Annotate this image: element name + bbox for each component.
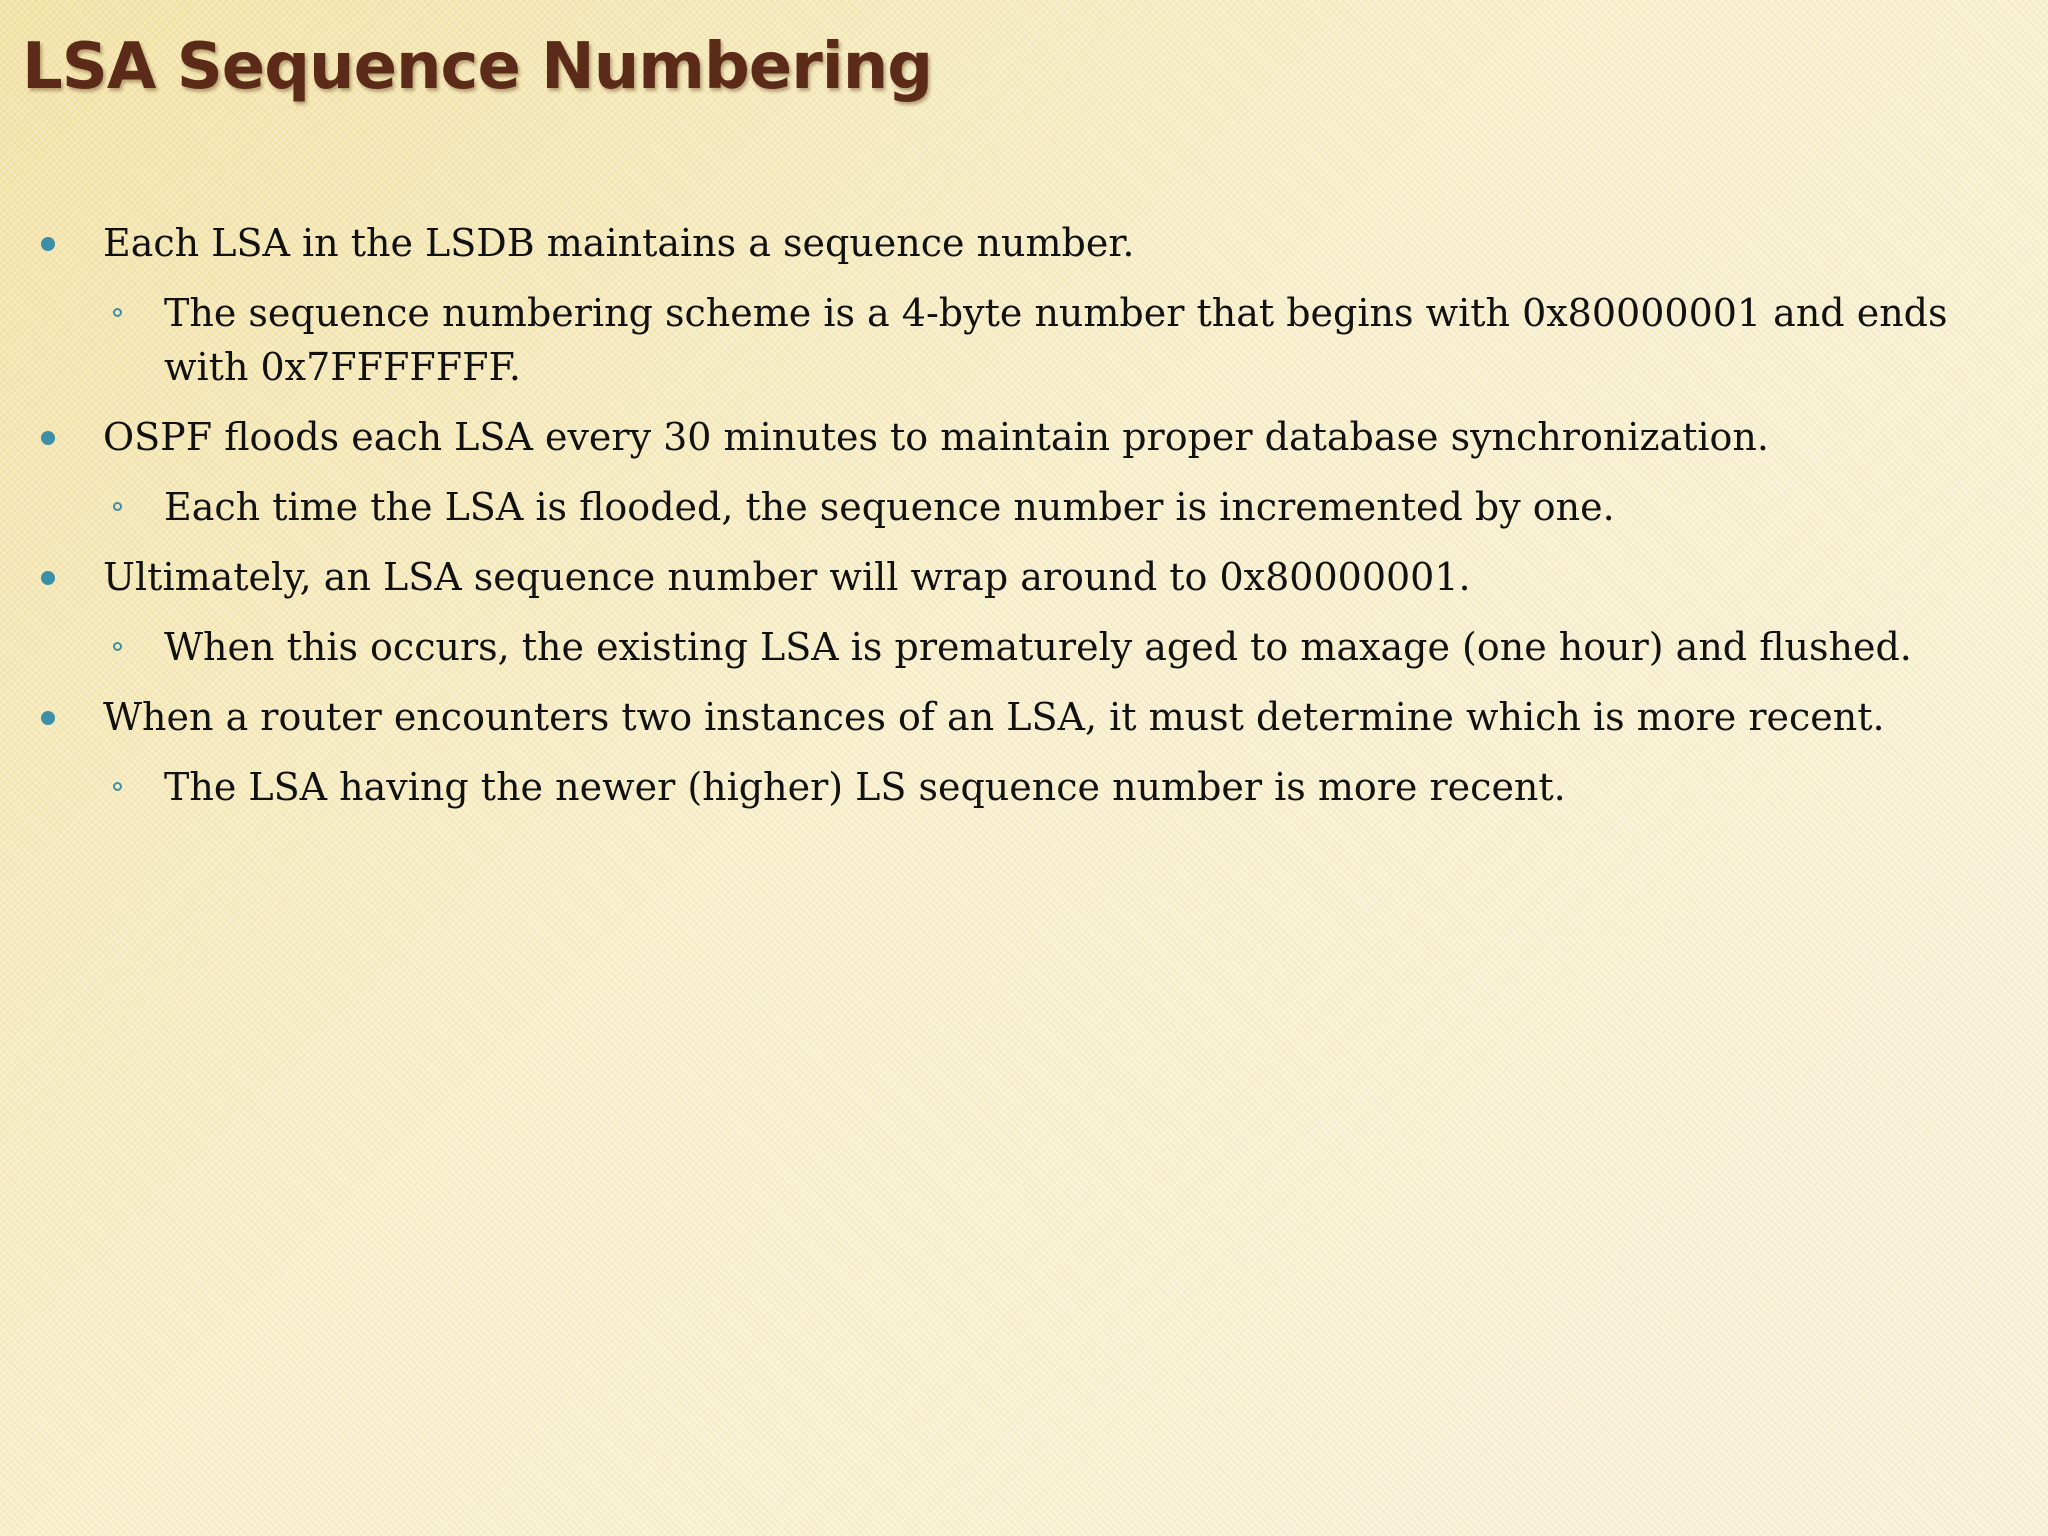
sub-bullet-item-3 <box>164 620 2004 674</box>
bullet-text: Each LSA in the LSDB maintains a sequence number. <box>103 221 1135 265</box>
sub-bullet-item-4 <box>164 760 2004 814</box>
hollow-circle-bullet-icon <box>113 642 122 651</box>
hollow-circle-bullet-icon <box>113 782 122 791</box>
slide-title: LSA Sequence Numbering <box>22 30 933 104</box>
sub-bullet-item-1 <box>164 286 2004 394</box>
sub-bullet-text: When this occurs, the existing LSA is prematurely aged to maxage (one hour) and flushed. <box>164 625 1912 669</box>
bullet-text: When a router encounters two instances of an LSA, it must determine which is more recent. <box>103 695 1885 739</box>
sub-bullet-text: The LSA having the newer (higher) LS sequence number is more recent. <box>164 765 1566 809</box>
bullet-item-3 <box>103 548 2023 606</box>
sub-bullet-text: The sequence numbering scheme is a 4-byte number that begins with 0x80000001 and ends with 0x7FFFFFFF. <box>164 291 1948 389</box>
bullet-item-2 <box>103 408 2023 466</box>
filled-circle-bullet-icon <box>41 571 55 585</box>
bullet-list <box>0 214 2048 828</box>
filled-circle-bullet-icon <box>41 431 55 445</box>
sub-bullet-item-2 <box>164 480 2004 534</box>
bullet-item-4 <box>103 688 2023 746</box>
hollow-circle-bullet-icon <box>113 502 122 511</box>
sub-bullet-text: Each time the LSA is flooded, the sequence number is incremented by one. <box>164 485 1615 529</box>
bullet-text: Ultimately, an LSA sequence number will wrap around to 0x80000001. <box>103 555 1471 599</box>
filled-circle-bullet-icon <box>41 711 55 725</box>
hollow-circle-bullet-icon <box>113 308 122 317</box>
filled-circle-bullet-icon <box>41 237 55 251</box>
bullet-item-1 <box>103 214 2023 272</box>
bullet-text: OSPF floods each LSA every 30 minutes to maintain proper database synchronization. <box>103 415 1769 459</box>
